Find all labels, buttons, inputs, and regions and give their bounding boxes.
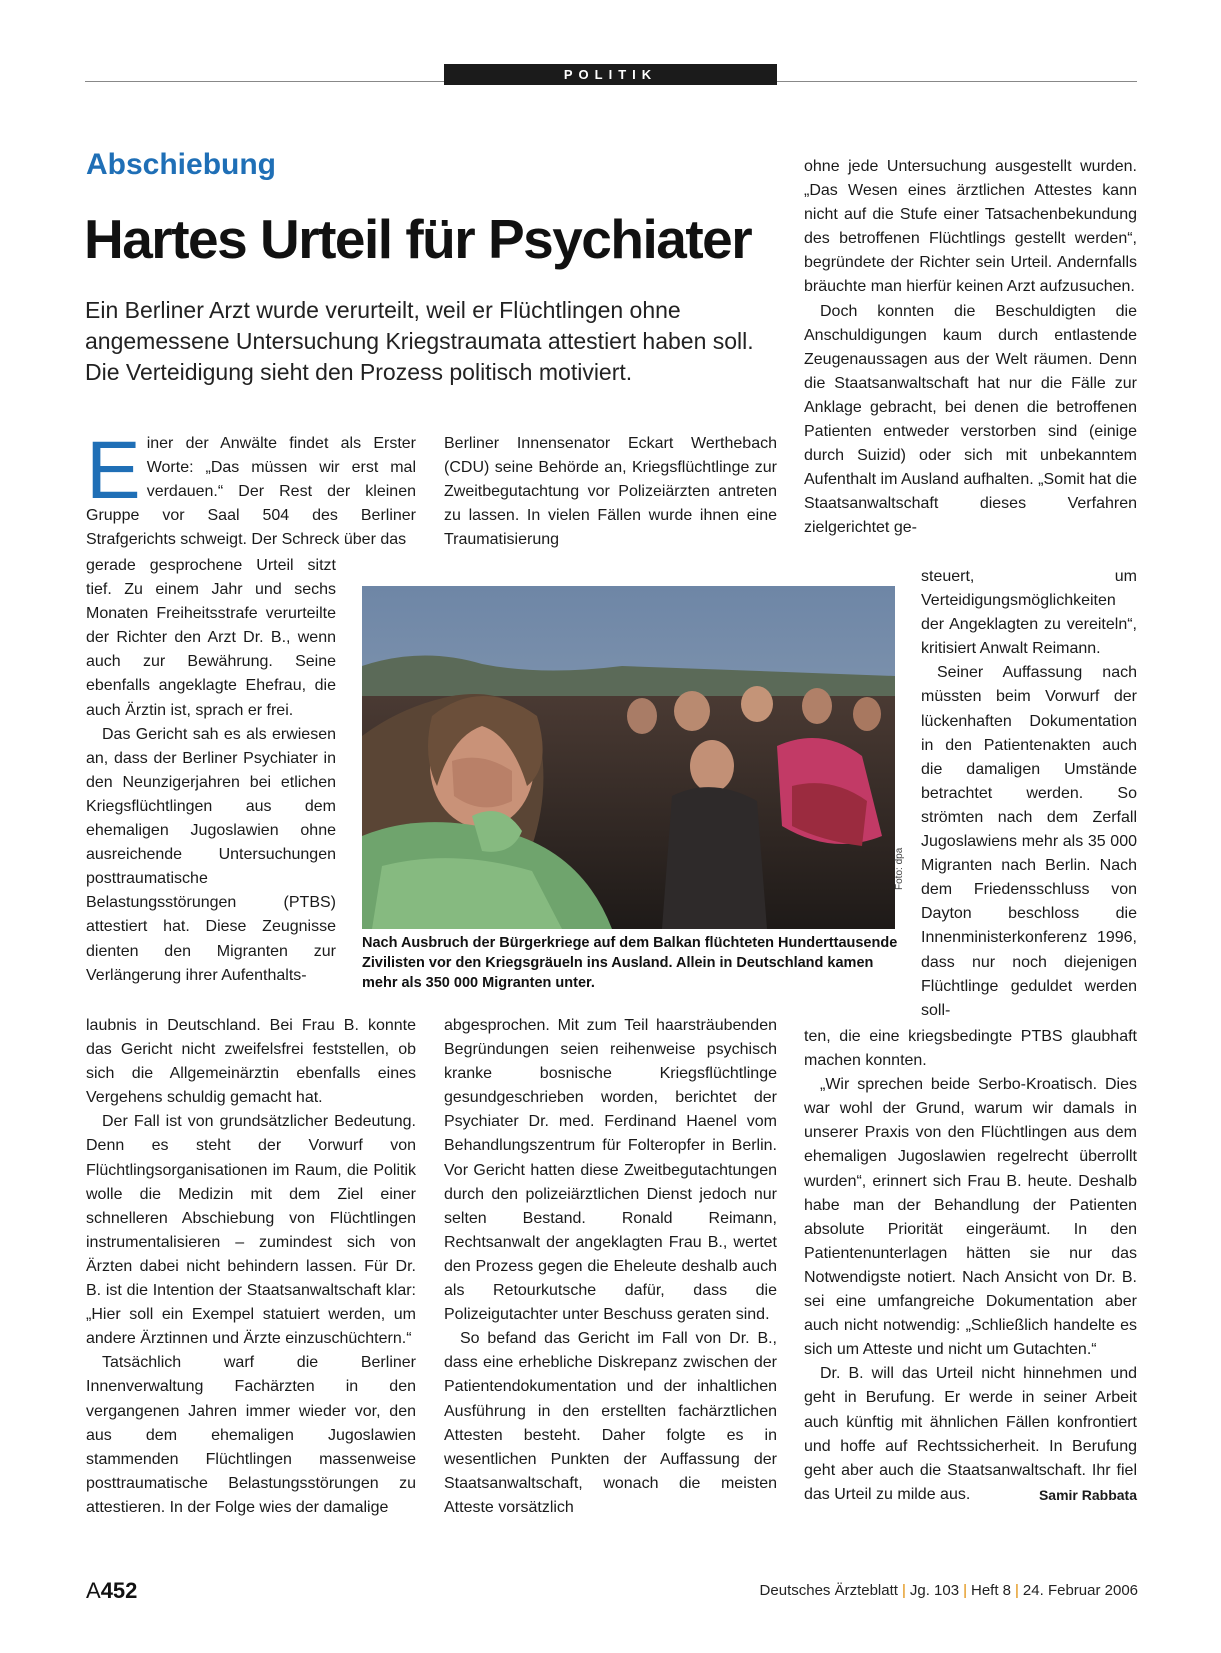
page-prefix: A	[86, 1578, 101, 1603]
drop-cap: E	[86, 425, 141, 516]
column-3-bottom	[804, 1025, 1137, 1507]
col1-paragraph-2-narrow: Das Gericht sah es als erwiesen an, dass der Berliner Psychiater in den Neunzigerjahren bei etlichen Kriegsflüchtlingen aus dem ehemaligen Jugoslawien ohne ausreichende Untersuchungen posttraumatische Belastungsstörungen (PTBS) attestiert hat. Diese Zeugnisse dienten den Migranten zur Verlängerung ihrer Aufenthalts-	[86, 725, 336, 984]
col2-paragraph-top: Berliner Innensenator Eckart Werthebach (CDU) seine Behörde an, Kriegsflüchtlinge zur Zweitbegutachtung vor Polizeiärzten antreten zu lassen. In vielen Fällen wurde ihnen eine Traumatisierung	[444, 435, 777, 549]
photo-refugees-illustration	[362, 586, 895, 929]
col1-paragraph-2-rest: laubnis in Deutschland. Bei Frau B. konnte das Gericht nicht zweifelsfrei feststellen, ob sich die Allgemeinärztin ebenfalls eines Vergehens schuldig gemacht hat.	[86, 1017, 416, 1107]
column-3-narrow	[921, 565, 1137, 1023]
journal-info	[760, 1582, 1138, 1599]
col3-paragraph-2-narrow: steuert, um Verteidigungsmöglichkeiten der Angeklagten zu vereiteln“, kritisiert Anwalt Reimann.	[921, 568, 1137, 658]
column-2-top	[444, 432, 777, 552]
journal-volume: Jg. 103	[909, 1582, 960, 1599]
col1-paragraph-3: Der Fall ist von grundsätzlicher Bedeutung. Denn es steht der Vorwurf von Flüchtlingsorganisationen im Raum, die Politik wolle die Medizin mit dem Ziel einer schnelleren Abschiebung von Flüchtlingen instrumentalisieren – zumindest sich von Ärzten dabei nicht behindern lassen. Für Dr. B. ist die Intention der Staatsanwaltschaft klar: „Hier soll ein Exempel statuiert werden, um andere Ärztinnen und Ärzte einzuschüchtern.“	[86, 1113, 416, 1348]
col2-paragraph-1: abgesprochen. Mit zum Teil haarsträubenden Begründungen seien reihenweise psychisch kranke bosnische Kriegsflüchtlinge gesundgeschrieben worden, berichtet der Psychiater Dr. med. Ferdinand Haenel vom Behandlungszentrum für Folteropfer in Berlin. Vor Gericht hatten diese Zweitbegutachtungen durch den polizeiärztlichen Dienst jedoch nur selten Bestand. Ronald Reimann, Rechtsanwalt der angeklagten Frau B., wertet den Prozess gegen die Eheleute deshalb auch als Retourkutsche dafür, dass die Polizeigutachter unter Beschuss geraten sind.	[444, 1017, 777, 1324]
journal-name: Deutsches Ärzteblatt	[759, 1582, 898, 1599]
photo-caption: Nach Ausbruch der Bürgerkriege auf dem Balkan flüchteten Hunderttausende Zivilisten vor den Kriegsgräueln ins Ausland. Allein in Deutschland kamen mehr als 350 000 Migranten unter.	[362, 935, 898, 991]
column-1-bottom	[86, 1014, 416, 1520]
article-headline: Hartes Urteil für Psychiater	[84, 208, 752, 270]
photo-credit: Foto: dpa	[894, 847, 905, 890]
article-lead: Ein Berliner Arzt wurde verurteilt, weil er Flüchtlingen ohne angemessene Untersuchung Kriegstraumata attestiert haben soll. Die Verteidigung sieht den Prozess politisch motiviert.	[85, 297, 754, 385]
page-folio	[86, 1578, 137, 1604]
col1-paragraph-1-top	[86, 425, 416, 552]
separator: |	[963, 1582, 967, 1599]
column-1-top	[86, 425, 416, 552]
col1-p1-top-text: iner der Anwälte findet als Erster Worte: „Das müssen wir erst mal verdauen.“ Der Rest der kleinen Gruppe vor Saal 504 des Berliner Strafgerichts schweigt. Der Schreck über das	[86, 435, 416, 549]
journal-date: 24. Februar 2006	[1022, 1582, 1138, 1599]
column-2-bottom	[444, 1014, 777, 1520]
separator: |	[1015, 1582, 1019, 1599]
col3-p5-text: Dr. B. will das Urteil nicht hinnehmen und geht in Berufung. Er werde in seiner Arbeit auch künftig mit ähnlichen Fällen konfrontiert und hoffe auf Rechtssicherheit. In Berufung geht aber auch die Staatsanwaltschaft. Ihr fiel das Urteil zu milde aus.	[804, 1365, 1137, 1503]
col3-paragraph-1: ohne jede Untersuchung ausgestellt wurden. „Das Wesen eines ärztlichen Attestes kann nicht auf die Stufe einer Tatsachenbekundung des betroffenen Flüchtlings gestellt werden“, begründete der Richter sein Urteil. Andernfalls bräuchte man hierfür keinen Arzt aufzusuchen.	[804, 158, 1137, 296]
col1-paragraph-1-narrow: gerade gesprochene Urteil sitzt tief. Zu einem Jahr und sechs Monaten Freiheitsstrafe verurteilte der Richter den Arzt Dr. B., wenn auch zur Bewährung. Seine ebenfalls angeklagte Ehefrau, die auch Ärztin ist, sprach er frei.	[86, 557, 336, 719]
col3-paragraph-3-narrow: Seiner Auffassung nach müssten beim Vorwurf der lückenhaften Dokumentation in den Patientenakten auch die damaligen Umstände betrachtet werden. So strömten nach dem Zerfall Jugoslawiens mehr als 35 000 Migranten nach Berlin. Nach dem Friedensschluss von Dayton beschloss die Innenministerkonferenz 1996, dass nur noch diejenigen Flüchtlinge geduldet werden soll-	[921, 664, 1137, 1019]
col3-paragraph-3-rest: ten, die eine kriegsbedingte PTBS glaubhaft machen konnten.	[804, 1028, 1137, 1070]
col3-paragraph-4: „Wir sprechen beide Serbo-Kroatisch. Dies war wohl der Grund, warum wir damals in unserer Praxis von den Flüchtlingen aus dem ehemaligen Jugoslawien regelrecht überrollt wurden“, erinnert sich Frau B. heute. Deshalb habe man der Behandlung der Patienten absolute Priorität eingeräumt. In den Patientenunterlagen hätten sie nur das Notwendigste notiert. Nach Ansicht von Dr. B. sei eine umfangreiche Dokumentation aber auch nicht notwendig: „Schließlich handelte es sich um Atteste und nicht um Gutachten.“	[804, 1076, 1137, 1359]
author-name: Samir Rabbata	[1038, 1486, 1137, 1503]
page-number: 452	[100, 1578, 138, 1603]
col3-paragraph-5	[804, 1362, 1137, 1507]
journal-issue: Heft 8	[970, 1582, 1012, 1599]
separator: |	[901, 1582, 906, 1599]
column-3-top	[804, 155, 1137, 541]
article-photo	[362, 586, 895, 929]
column-1-narrow	[86, 554, 336, 988]
col3-paragraph-2-top: Doch konnten die Beschuldigten die Anschuldigungen kaum durch entlastende Zeugenaussagen aus der Welt räumen. Denn die Staatsanwaltschaft hat nur die Fälle zur Anklage gebracht, bei denen die betroffenen Patienten entweder verstorben sind (einige durch Suizid) oder sich mit unbekanntem Aufenthalt im Ausland aufhalten. „Somit hat die Staatsanwaltschaft dieses Verfahren zielgerichtet ge-	[804, 302, 1137, 537]
col2-paragraph-2: So befand das Gericht im Fall von Dr. B., dass eine erhebliche Diskrepanz zwischen der Patientendokumentation und der inhaltlichen Ausführung in den erstellten fachärztlichen Attesten besteht. Daher folgte es in wesentlichen Punkten der Auffassung der Staatsanwaltschaft, wonach die meisten Atteste vorsätzlich	[444, 1330, 777, 1516]
col1-paragraph-4: Tatsächlich warf die Berliner Innenverwaltung Fachärzten in den vergangenen Jahren immer wieder vor, den aus dem ehemaligen Jugoslawien stammenden Flüchtlingen massenweise posttraumatische Belastungsstörungen zu attestieren. In der Folge wies der damalige	[86, 1354, 416, 1516]
section-label: POLITIK	[444, 64, 777, 85]
article-kicker: Abschiebung	[86, 148, 277, 181]
